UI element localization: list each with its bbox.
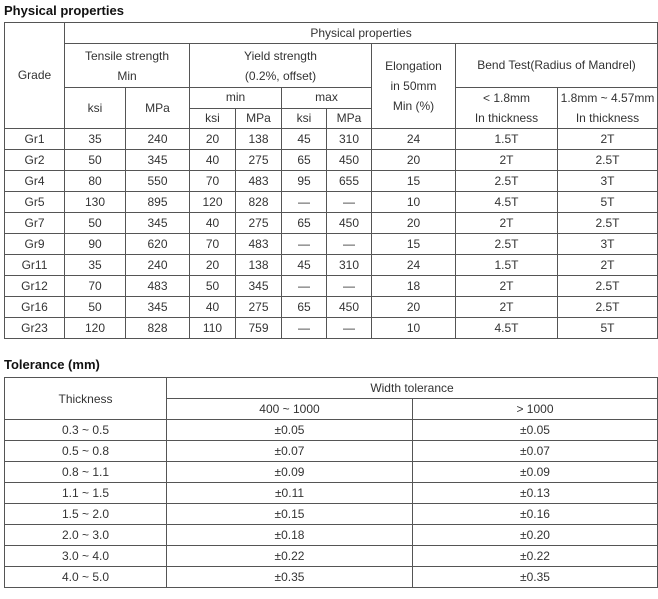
cell-ymin-ksi: 20 (190, 255, 236, 276)
cell-bend-b: 3T (558, 171, 658, 192)
cell-a: ±0.15 (167, 504, 413, 525)
cell-t-ksi: 50 (65, 213, 126, 234)
cell-elong: 20 (372, 297, 456, 318)
cell-ymax-ksi: — (282, 192, 327, 213)
cell-ymax-mpa: — (327, 318, 372, 339)
cell-thickness: 1.1 ~ 1.5 (5, 483, 167, 504)
yield-max-header: max (282, 88, 372, 109)
cell-elong: 20 (372, 150, 456, 171)
cell-ymax-ksi: 65 (282, 213, 327, 234)
cell-bend-a: 2T (456, 297, 558, 318)
elongation-header-line1: Elongation (385, 59, 442, 73)
bend-thick-header-line1: 1.8mm ~ 4.57mm (560, 91, 655, 105)
bend-thick-header (558, 88, 658, 129)
cell-bend-b: 2T (558, 255, 658, 276)
cell-b: ±0.20 (413, 525, 658, 546)
cell-b: ±0.16 (413, 504, 658, 525)
cell-ymin-mpa: 275 (236, 297, 282, 318)
cell-bend-b: 5T (558, 318, 658, 339)
cell-bend-b: 3T (558, 234, 658, 255)
cell-t-mpa: 483 (126, 276, 190, 297)
cell-elong: 15 (372, 171, 456, 192)
cell-ymin-mpa: 828 (236, 192, 282, 213)
cell-t-ksi: 35 (65, 255, 126, 276)
cell-t-mpa: 828 (126, 318, 190, 339)
elongation-header-line3: Min (%) (392, 99, 435, 113)
cell-ymin-ksi: 40 (190, 213, 236, 234)
table-row (5, 420, 658, 441)
cell-ymax-mpa: 450 (327, 150, 372, 171)
cell-a: ±0.35 (167, 567, 413, 588)
cell-elong: 10 (372, 318, 456, 339)
cell-grade: Gr9 (5, 234, 65, 255)
table-row (5, 483, 658, 504)
cell-a: ±0.11 (167, 483, 413, 504)
cell-bend-b: 5T (558, 192, 658, 213)
cell-ymax-ksi: 45 (282, 129, 327, 150)
cell-ymax-ksi: — (282, 234, 327, 255)
yield-min-header: min (190, 88, 282, 109)
cell-ymin-ksi: 110 (190, 318, 236, 339)
cell-grade: Gr23 (5, 318, 65, 339)
cell-thickness: 3.0 ~ 4.0 (5, 546, 167, 567)
cell-ymax-mpa: 450 (327, 213, 372, 234)
cell-bend-a: 4.5T (456, 318, 558, 339)
cell-grade: Gr7 (5, 213, 65, 234)
cell-elong: 18 (372, 276, 456, 297)
cell-t-mpa: 240 (126, 255, 190, 276)
table-row (5, 462, 658, 483)
cell-ymin-ksi: 40 (190, 297, 236, 318)
bend-test-header: Bend Test(Radius of Mandrel) (456, 44, 658, 88)
physical-properties-title: Physical properties (4, 3, 124, 18)
cell-ymax-ksi: — (282, 318, 327, 339)
cell-ymin-ksi: 70 (190, 234, 236, 255)
tolerance-title: Tolerance (mm) (4, 357, 100, 372)
cell-bend-b: 2.5T (558, 297, 658, 318)
bend-thick-header-line2: In thickness (575, 111, 640, 125)
cell-grade: Gr2 (5, 150, 65, 171)
bend-thin-header-line2: In thickness (474, 111, 539, 125)
yield-min-mpa-header: MPa (236, 108, 282, 129)
cell-a: ±0.18 (167, 525, 413, 546)
cell-t-ksi: 90 (65, 234, 126, 255)
tensile-mpa-header: MPa (126, 88, 190, 129)
grade-header: Grade (5, 23, 65, 129)
cell-ymax-mpa: — (327, 234, 372, 255)
table-row (5, 171, 658, 192)
table-row (5, 567, 658, 588)
cell-bend-a: 2T (456, 276, 558, 297)
width-range-b-header: > 1000 (413, 399, 658, 420)
cell-grade: Gr16 (5, 297, 65, 318)
cell-t-mpa: 240 (126, 129, 190, 150)
cell-grade: Gr12 (5, 276, 65, 297)
yield-max-ksi-header: ksi (282, 108, 327, 129)
cell-ymax-mpa: 310 (327, 255, 372, 276)
table-row (5, 525, 658, 546)
table-row (5, 234, 658, 255)
yield-header-line1: Yield strength (244, 48, 317, 63)
table-row (5, 150, 658, 171)
cell-a: ±0.07 (167, 441, 413, 462)
tolerance-table (4, 377, 658, 588)
table-row (5, 192, 658, 213)
cell-ymax-mpa: — (327, 192, 372, 213)
cell-thickness: 1.5 ~ 2.0 (5, 504, 167, 525)
cell-a: ±0.09 (167, 462, 413, 483)
cell-t-ksi: 50 (65, 150, 126, 171)
cell-a: ±0.22 (167, 546, 413, 567)
cell-ymin-mpa: 483 (236, 234, 282, 255)
cell-b: ±0.13 (413, 483, 658, 504)
cell-bend-b: 2T (558, 129, 658, 150)
cell-ymin-mpa: 138 (236, 129, 282, 150)
cell-t-mpa: 895 (126, 192, 190, 213)
cell-bend-a: 2.5T (456, 234, 558, 255)
cell-ymax-ksi: 95 (282, 171, 327, 192)
cell-bend-b: 2.5T (558, 276, 658, 297)
cell-ymax-ksi: 65 (282, 150, 327, 171)
cell-t-mpa: 620 (126, 234, 190, 255)
table-row (5, 213, 658, 234)
cell-ymax-mpa: — (327, 276, 372, 297)
cell-ymax-ksi: 45 (282, 255, 327, 276)
cell-thickness: 0.5 ~ 0.8 (5, 441, 167, 462)
table-row (5, 504, 658, 525)
cell-ymin-ksi: 70 (190, 171, 236, 192)
cell-ymin-mpa: 275 (236, 213, 282, 234)
width-range-a-header: 400 ~ 1000 (167, 399, 413, 420)
tensile-header-line1: Tensile strength (84, 48, 170, 63)
cell-ymin-ksi: 120 (190, 192, 236, 213)
table-row (5, 255, 658, 276)
cell-bend-a: 2T (456, 150, 558, 171)
cell-thickness: 0.8 ~ 1.1 (5, 462, 167, 483)
cell-t-mpa: 550 (126, 171, 190, 192)
width-tolerance-header: Width tolerance (167, 378, 658, 399)
cell-t-ksi: 50 (65, 297, 126, 318)
cell-ymin-mpa: 759 (236, 318, 282, 339)
cell-t-mpa: 345 (126, 297, 190, 318)
cell-bend-b: 2.5T (558, 213, 658, 234)
cell-ymin-mpa: 345 (236, 276, 282, 297)
table-row (5, 129, 658, 150)
cell-bend-a: 2.5T (456, 171, 558, 192)
cell-t-ksi: 35 (65, 129, 126, 150)
physical-group-header: Physical properties (65, 23, 658, 44)
cell-ymin-ksi: 20 (190, 129, 236, 150)
cell-t-mpa: 345 (126, 213, 190, 234)
table-row (5, 276, 658, 297)
cell-t-ksi: 70 (65, 276, 126, 297)
yield-min-ksi-header: ksi (190, 108, 236, 129)
cell-thickness: 4.0 ~ 5.0 (5, 567, 167, 588)
table-row (5, 546, 658, 567)
table-row (5, 318, 658, 339)
table-row (5, 297, 658, 318)
tensile-header (65, 44, 190, 88)
cell-t-ksi: 80 (65, 171, 126, 192)
cell-elong: 10 (372, 192, 456, 213)
cell-ymin-ksi: 40 (190, 150, 236, 171)
cell-elong: 20 (372, 213, 456, 234)
bend-thin-header (456, 88, 558, 129)
yield-header (190, 44, 372, 88)
cell-thickness: 0.3 ~ 0.5 (5, 420, 167, 441)
cell-ymin-mpa: 483 (236, 171, 282, 192)
cell-ymax-mpa: 655 (327, 171, 372, 192)
cell-grade: Gr4 (5, 171, 65, 192)
yield-header-line2: (0.2%, offset) (244, 68, 317, 83)
cell-bend-b: 2.5T (558, 150, 658, 171)
table-row (5, 441, 658, 462)
cell-bend-a: 1.5T (456, 255, 558, 276)
cell-ymax-ksi: 65 (282, 297, 327, 318)
cell-ymin-ksi: 50 (190, 276, 236, 297)
cell-grade: Gr11 (5, 255, 65, 276)
bend-thin-header-line1: < 1.8mm (482, 91, 530, 105)
cell-bend-a: 2T (456, 213, 558, 234)
cell-ymin-mpa: 275 (236, 150, 282, 171)
cell-elong: 24 (372, 255, 456, 276)
elongation-header (372, 44, 456, 129)
cell-elong: 24 (372, 129, 456, 150)
cell-grade: Gr1 (5, 129, 65, 150)
cell-thickness: 2.0 ~ 3.0 (5, 525, 167, 546)
cell-grade: Gr5 (5, 192, 65, 213)
cell-b: ±0.35 (413, 567, 658, 588)
cell-a: ±0.05 (167, 420, 413, 441)
tensile-ksi-header: ksi (65, 88, 126, 129)
thickness-header: Thickness (5, 378, 167, 420)
cell-t-mpa: 345 (126, 150, 190, 171)
cell-elong: 15 (372, 234, 456, 255)
cell-b: ±0.09 (413, 462, 658, 483)
cell-bend-a: 4.5T (456, 192, 558, 213)
cell-b: ±0.07 (413, 441, 658, 462)
elongation-header-line2: in 50mm (390, 79, 437, 93)
cell-ymax-mpa: 310 (327, 129, 372, 150)
cell-b: ±0.22 (413, 546, 658, 567)
cell-t-ksi: 130 (65, 192, 126, 213)
tensile-header-line2: Min (117, 68, 137, 83)
cell-b: ±0.05 (413, 420, 658, 441)
cell-t-ksi: 120 (65, 318, 126, 339)
cell-bend-a: 1.5T (456, 129, 558, 150)
cell-ymax-ksi: — (282, 276, 327, 297)
cell-ymax-mpa: 450 (327, 297, 372, 318)
yield-max-mpa-header: MPa (327, 108, 372, 129)
physical-properties-table (4, 22, 658, 339)
cell-ymin-mpa: 138 (236, 255, 282, 276)
